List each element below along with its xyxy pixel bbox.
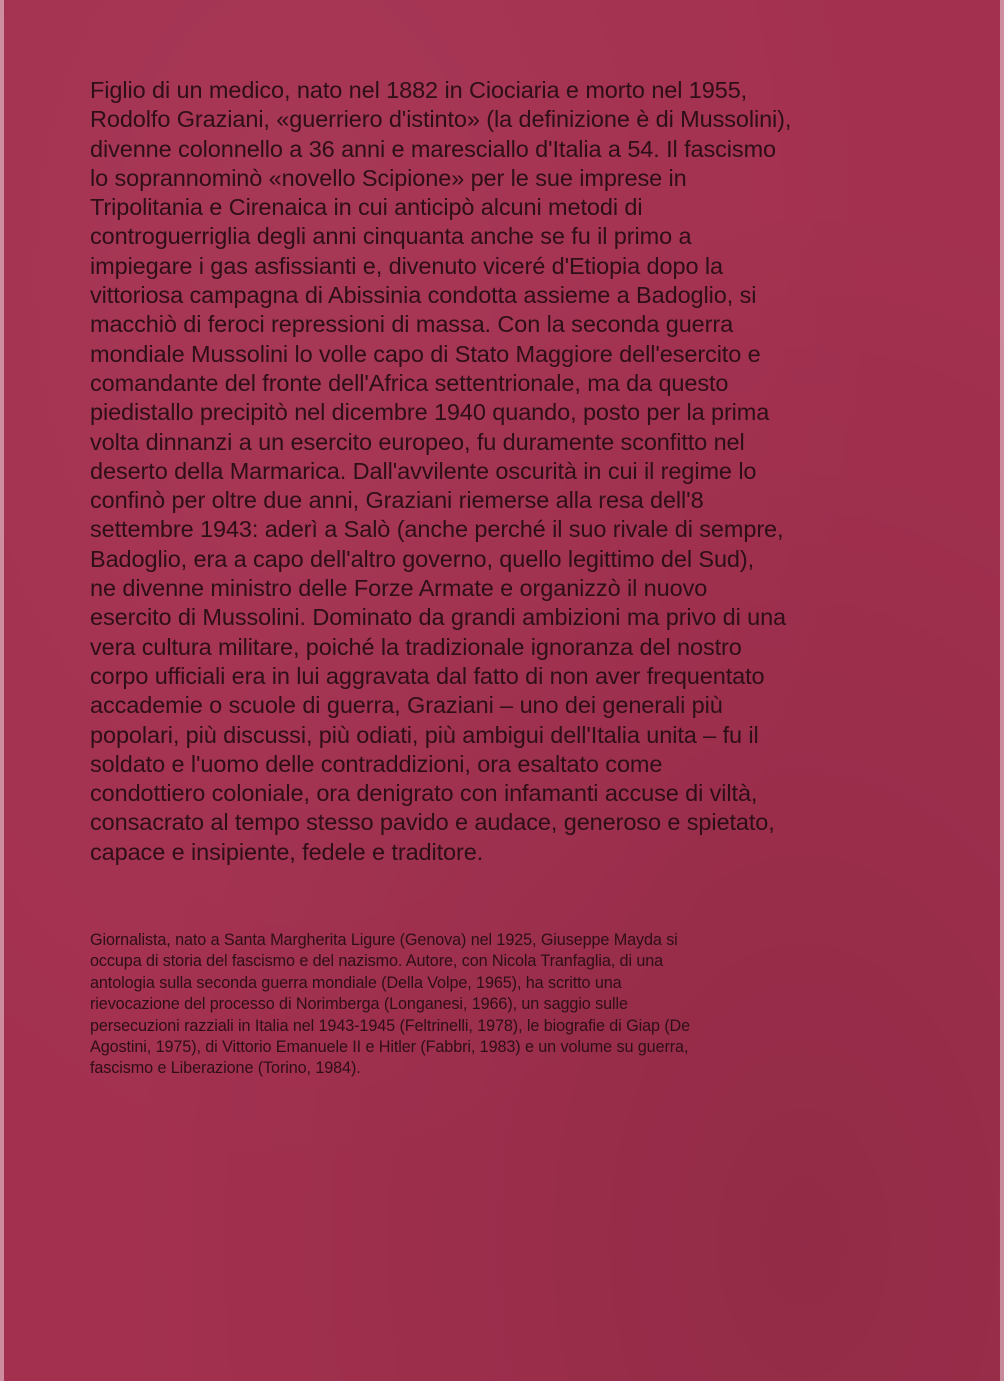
blurb-line: esercito di Mussolini. Dominato da grandi ambizioni ma privo di una	[90, 604, 787, 631]
blurb-line: settembre 1943: aderì a Salò (anche perché il suo rivale di sempre,	[90, 516, 784, 543]
blurb-line: corpo ufficiali era in lui aggravata dal fatto di non aver frequentato	[90, 662, 765, 689]
blurb-line: piedistallo precipitò nel dicembre 1940 quando, posto per la prima	[90, 399, 770, 426]
blurb-line: mondiale Mussolini lo volle capo di Stato Maggiore dell'esercito e	[90, 340, 761, 367]
blurb-line: Rodolfo Graziani, «guerriero d'istinto» (la definizione è di Mussolini),	[90, 106, 792, 133]
blurb-line: vera cultura militare, poiché la tradizionale ignoranza del nostro	[90, 633, 742, 660]
blurb-line: deserto della Marmarica. Dall'avvilente oscurità in cui il regime lo	[90, 457, 757, 484]
blurb-line: divenne colonnello a 36 anni e maresciallo d'Italia a 54. Il fascismo	[90, 135, 777, 162]
blurb-line: consacrato al tempo stesso pavido e audace, generoso e spietato,	[90, 809, 775, 836]
blurb-line: condottiero coloniale, ora denigrato con infamanti accuse di viltà,	[90, 780, 758, 807]
blurb-line: macchiò di feroci repressioni di massa. Con la seconda guerra	[90, 311, 734, 338]
blurb-line: popolari, più discussi, più odiati, più ambigui dell'Italia unita – fu il	[90, 721, 759, 748]
author-bio	[90, 930, 970, 1080]
blurb-line: capace e insipiente, fedele e traditore.	[90, 838, 484, 865]
blurb-line: confinò per oltre due anni, Graziani riemerse alla resa dell'8	[90, 487, 704, 514]
blurb-line: impiegare i gas asfissianti e, divenuto viceré d'Etiopia dopo la	[90, 252, 723, 279]
blurb-line: lo soprannominò «novello Scipione» per le sue imprese in	[90, 164, 687, 191]
blurb-line: accademie o scuole di guerra, Graziani – uno dei generali più	[90, 692, 723, 719]
page-edge-right	[1000, 0, 1004, 1381]
bio-line: occupa di storia del fascismo e del nazismo. Autore, con Nicola Tranfaglia, di una	[90, 952, 664, 971]
blurb-line: comandante del fronte dell'Africa settentrionale, ma da questo	[90, 369, 729, 396]
page-edge-left	[0, 0, 4, 1381]
bio-line: antologia sulla seconda guerra mondiale (Della Volpe, 1965), ha scritto una	[90, 973, 622, 992]
bio-line: fascismo e Liberazione (Torino, 1984).	[90, 1059, 361, 1078]
blurb-line: soldato e l'uomo delle contraddizioni, ora esaltato come	[90, 750, 663, 777]
bio-line: rievocazione del processo di Norimberga (Longanesi, 1966), un saggio sulle	[90, 995, 628, 1014]
blurb-line: volta dinnanzi a un esercito europeo, fu duramente sconfitto nel	[90, 428, 745, 455]
bio-line: persecuzioni razziali in Italia nel 1943-1945 (Feltrinelli, 1978), le biografie di Giap (De	[90, 1016, 691, 1035]
book-blurb	[90, 76, 970, 867]
bio-line: Giornalista, nato a Santa Margherita Ligure (Genova) nel 1925, Giuseppe Mayda si	[90, 931, 678, 949]
bio-line: Agostini, 1975), di Vittorio Emanuele II e Hitler (Fabbri, 1983) e un volume su guerra,	[90, 1038, 689, 1057]
blurb-line: vittoriosa campagna di Abissinia condotta assieme a Badoglio, si	[90, 282, 757, 309]
blurb-line: Figlio di un medico, nato nel 1882 in Ciociaria e morto nel 1955,	[90, 77, 748, 103]
blurb-line: ne divenne ministro delle Forze Armate e organizzò il nuovo	[90, 575, 708, 602]
blurb-line: Tripolitania e Cirenaica in cui anticipò alcuni metodi di	[90, 194, 643, 221]
blurb-line: Badoglio, era a capo dell'altro governo, quello legittimo del Sud),	[90, 545, 755, 572]
blurb-line: controguerriglia degli anni cinquanta anche se fu il primo a	[90, 223, 692, 250]
